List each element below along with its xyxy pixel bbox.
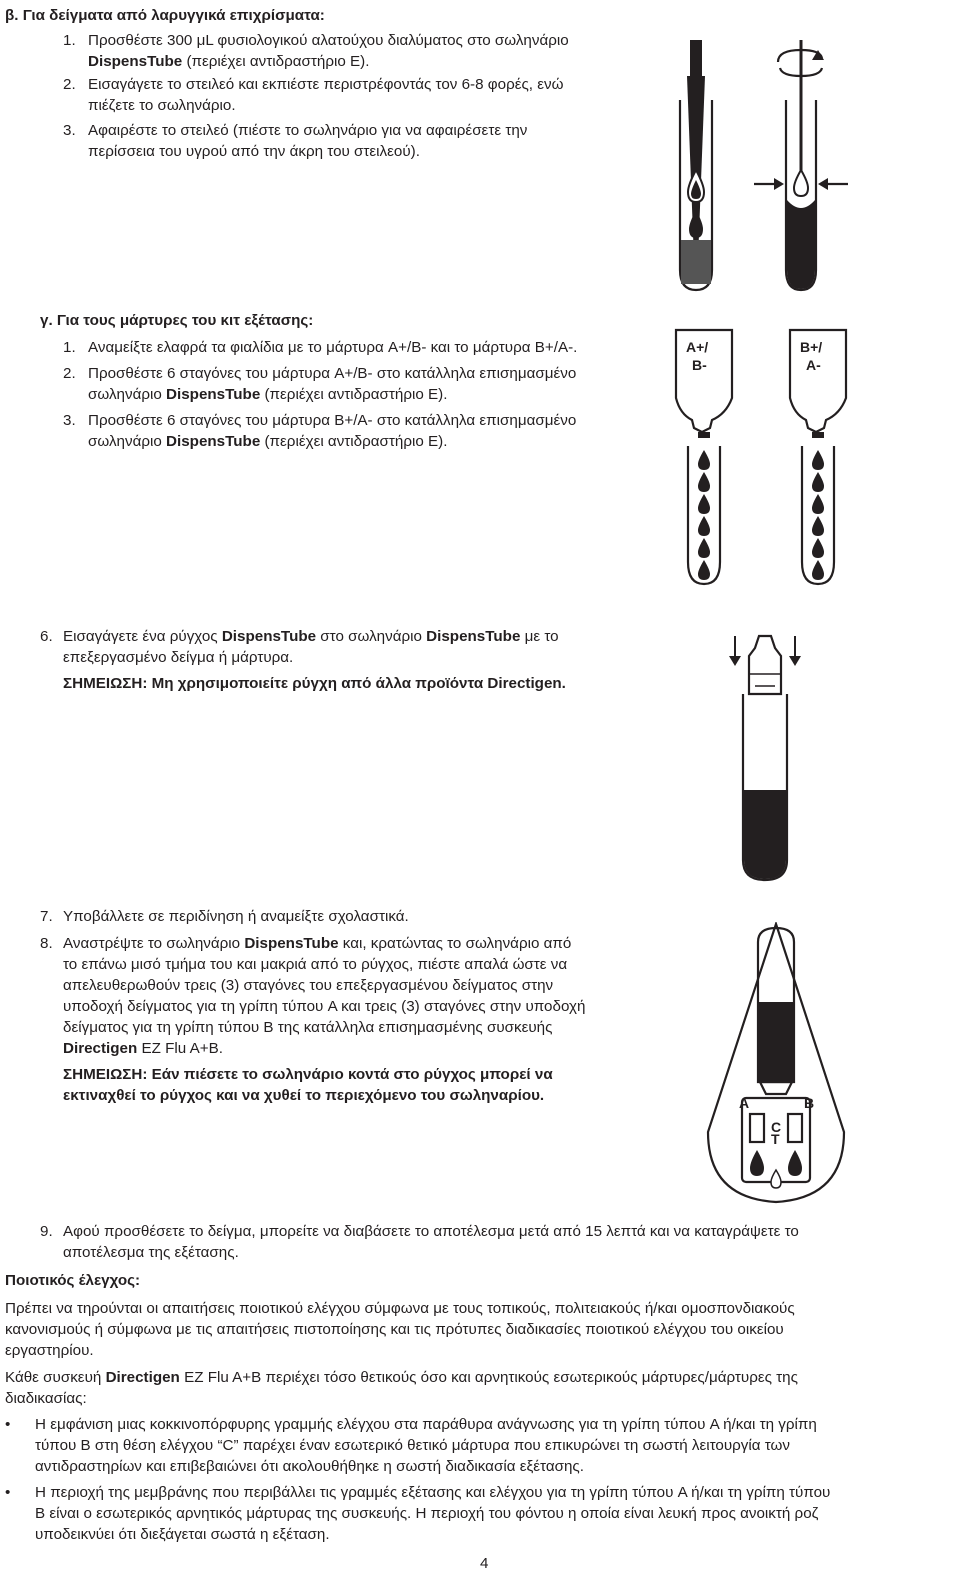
brand-dispenstube: DispensTube — [166, 386, 261, 403]
bullet-2-line2: B είναι ο εσωτερικός αρνητικός μάρτυρας της συσκευής. Η περιοχή του φόντου η οποία είναι λευκή προς ανοικτή ροζ — [35, 1505, 819, 1522]
step-8-line6: Directigen EZ Flu A+B. — [63, 1040, 223, 1057]
inverted-tube-icon — [758, 928, 794, 1094]
device-label-b: B — [804, 1095, 815, 1111]
step-7-text: Υποβάλλετε σε περιδίνηση ή αναμείξτε σχολαστικά. — [63, 908, 409, 925]
step-8-note-line2: εκτιναχθεί το ρύγχος και να χυθεί το περιεχόμενο του σωληναρίου. — [63, 1087, 545, 1104]
brand-dispenstube: DispensTube — [221, 628, 317, 645]
qc-p1-line3: εργαστηρίου. — [5, 1342, 94, 1359]
squeeze-tube-icon — [754, 40, 848, 290]
step-6-line2: επεξεργασμένο δείγμα ή μάρτυρα. — [63, 649, 294, 666]
drops-left-icon — [698, 450, 710, 580]
step-b2-number: 2. — [63, 76, 76, 93]
step-b1-line2: DispensTube (περιέχει αντιδραστήριο E). — [88, 53, 370, 70]
vial-label-left-top: A+/ — [686, 339, 709, 355]
vial-label-left-bottom: B- — [692, 357, 707, 373]
step-9-number: 9. — [40, 1223, 53, 1240]
device-label-a: A — [739, 1095, 750, 1111]
bullet-1-line1: Η εμφάνιση μιας κοκκινοπόρφυρης γραμμής ελέγχου στα παράθυρα ανάγνωσης για τη γρίπη τύπου A ή/και τη γρίπη — [35, 1416, 817, 1433]
swab-procedure-illustration — [670, 40, 850, 300]
step-b2-line2: πιέζετε το σωληνάριο. — [88, 97, 236, 114]
qc-p2-line2: διαδικασίας: — [5, 1390, 87, 1407]
bullet-2-line1: Η περιοχή της μεμβράνης που περιβάλλει τις γραμμές εξέτασης και ελέγχου για τη γρίπη τύπου A ή/και τη γρίπη τύπου — [35, 1484, 831, 1501]
page-number: 4 — [480, 1555, 489, 1572]
squeeze-arrow-right-icon — [818, 178, 828, 190]
drop-icon — [698, 450, 710, 470]
step-8-line4: υποδοχή δείγματος για τη γρίπη τύπου A και τρεις (3) σταγόνες στην υποδοχή — [63, 998, 586, 1015]
step-8-line1: Αναστρέψτε το σωληνάριο DispensTube και, κρατώντας το σωληνάριο από — [63, 935, 572, 952]
step-c2-number: 2. — [63, 365, 76, 382]
device-label-c: C — [771, 1119, 782, 1135]
brand-dispenstube: DispensTube — [244, 935, 339, 952]
arrow-down-right-icon — [789, 656, 801, 666]
device-label-t: T — [771, 1131, 780, 1147]
drop-icon — [698, 538, 710, 558]
bullet-2-line3: υποδεικνύει ότι διεξάγεται σωστά η εξέταση. — [35, 1526, 330, 1543]
step-b3-line1: Αφαιρέστε το στειλεό (πιέστε το σωληνάριο για να αφαιρέσετε την — [88, 122, 528, 139]
test-device-icon — [739, 1095, 814, 1188]
section-c-heading: γ. Για τους μάρτυρες του κιτ εξέτασης: — [40, 312, 314, 329]
step-9-line1: Αφού προσθέσετε το δείγμα, μπορείτε να διαβάσετε το αποτέλεσμα μετά από 15 λεπτά και να καταγράψετε το — [63, 1223, 799, 1240]
drop-icon — [812, 516, 824, 536]
tip-insertion-illustration — [725, 634, 805, 884]
qc-heading: Ποιοτικός έλεγχος: — [5, 1272, 141, 1289]
step-c2-line1: Προσθέστε 6 σταγόνες του μάρτυρα A+/B- στο κατάλληλα επισημασμένο — [88, 365, 577, 382]
step-c3-number: 3. — [63, 412, 76, 429]
brand-dispenstube: DispensTube — [166, 433, 261, 450]
squeeze-arrow-left-icon — [774, 178, 784, 190]
dispenstube-tube-icon — [743, 694, 787, 880]
tube-with-swab-icon — [680, 40, 712, 290]
step-6-line1: Εισαγάγετε ένα ρύγχος DispensTube στο σωληνάριο DispensTube με το — [63, 628, 559, 645]
vial-label-right-bottom: A- — [806, 357, 821, 373]
drop-icon — [812, 560, 824, 580]
section-b-heading: β. Για δείγματα από λαρυγγικά επιχρίσματα: — [5, 7, 325, 24]
step-b1-line1: Προσθέστε 300 μL φυσιολογικού αλατούχου διαλύματος στο σωληνάριο — [88, 32, 569, 49]
control-vials-illustration — [672, 328, 872, 588]
step-8-line5: δείγματος για τη γρίπη τύπου B της κατάλληλα επισημασμένης συσκευής — [63, 1019, 553, 1036]
brand-directigen: Directigen — [63, 1040, 138, 1057]
vial-label-right-top: B+/ — [800, 339, 823, 355]
drop-icon — [812, 494, 824, 514]
step-b2-line1: Εισαγάγετε το στειλεό και εκπιέστε περιστρέφοντάς τον 6-8 φορές, ενώ — [88, 76, 564, 93]
brand-directigen: Directigen — [105, 1369, 180, 1386]
step-8-line3: απελευθερωθούν τρεις (3) σταγόνες του επεξεργασμένου δείγματος στην — [63, 977, 554, 994]
step-c3-line1: Προσθέστε 6 σταγόνες του μάρτυρα B+/A- στο κατάλληλα επισημασμένο — [88, 412, 577, 429]
step-b3-line2: περίσσεια του υγρού από την άκρη του στειλεού). — [88, 143, 420, 160]
step-c1-number: 1. — [63, 339, 76, 356]
step-8-line2: το επάνω μισό τμήμα του και μακριά από το ρύγχος, πιέστε απαλά ώστε να — [63, 956, 568, 973]
step-c2-line2: σωληνάριο DispensTube (περιέχει αντιδραστήριο E). — [88, 386, 448, 403]
step-b1-number: 1. — [63, 32, 76, 49]
step-c3-line2: σωληνάριο DispensTube (περιέχει αντιδραστήριο E). — [88, 433, 448, 450]
drop-icon — [698, 560, 710, 580]
step-7-number: 7. — [40, 908, 53, 925]
brand-dispenstube: DispensTube — [426, 628, 521, 645]
step-c1-line1: Αναμείξτε ελαφρά τα φιαλίδια με το μάρτυρα A+/B- και το μάρτυρα B+/A-. — [88, 339, 578, 356]
drop-icon — [812, 538, 824, 558]
brand-dispenstube: DispensTube — [88, 53, 183, 70]
drop-icon — [698, 494, 710, 514]
drop-icon — [812, 450, 824, 470]
drops-right-icon — [812, 450, 824, 580]
qc-p1-line1: Πρέπει να τηρούνται οι απαιτήσεις ποιοτικού ελέγχου σύμφωνα με τους τοπικούς, πολιτειακούς ή/και ομοσπονδιακούς — [5, 1300, 795, 1317]
step-6-note: ΣΗΜΕΙΩΣΗ: Μη χρησιμοποιείτε ρύγχη από άλλα προϊόντα Directigen. — [63, 675, 566, 692]
step-b3-number: 3. — [63, 122, 76, 139]
arrow-down-left-icon — [729, 656, 741, 666]
bullet-1-line2: τύπου B στη θέση ελέγχου “C” παρέχει έναν εσωτερικό θετικό μάρτυρα που επικυρώνει τη σωστή λειτουργία των — [35, 1437, 790, 1454]
bullet-1-symbol: • — [5, 1416, 11, 1433]
bullet-2-symbol: • — [5, 1484, 11, 1501]
drop-icon — [698, 516, 710, 536]
device-dispensing-illustration — [706, 922, 846, 1212]
qc-p1-line2: κανονισμούς ή σύμφωνα με τις απαιτήσεις πιστοποίησης και τις πρότυπες διαδικασίες ποιοτικού ελέγχου του οικείου — [5, 1321, 784, 1338]
dispenstube-tip-icon — [749, 636, 781, 694]
step-8-note-line1: ΣΗΜΕΙΩΣΗ: Εάν πιέσετε το σωληνάριο κοντά στο ρύγχος μπορεί να — [63, 1066, 553, 1083]
step-6-number: 6. — [40, 628, 53, 645]
drop-icon — [698, 472, 710, 492]
bullet-1-line3: αντιδραστηρίων και επιβεβαιώνει ότι ακολουθήθηκε η σωστή διαδικασία εξέτασης. — [35, 1458, 584, 1475]
step-8-number: 8. — [40, 935, 53, 952]
qc-p2-line1: Κάθε συσκευή Directigen EZ Flu A+B περιέχει τόσο θετικούς όσο και αρνητικούς εσωτερικούς μάρτυρες/μάρτυρες της — [5, 1369, 798, 1386]
step-9-line2: αποτέλεσμα της εξέτασης. — [63, 1244, 239, 1261]
drop-icon — [812, 472, 824, 492]
